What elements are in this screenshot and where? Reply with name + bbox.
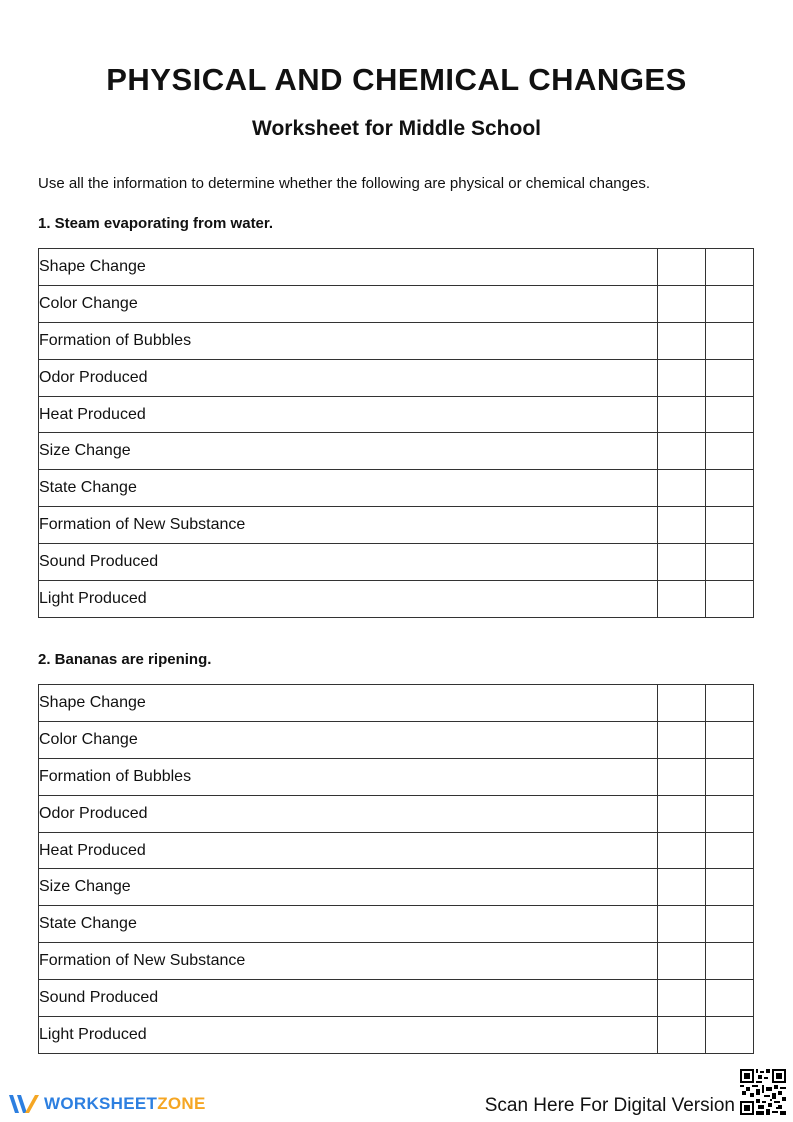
answer-box[interactable] — [706, 758, 754, 795]
row-label: Odor Produced — [39, 795, 658, 832]
row-label: Color Change — [39, 721, 658, 758]
answer-box[interactable] — [706, 249, 754, 286]
answer-box[interactable] — [706, 685, 754, 722]
row-label: Formation of Bubbles — [39, 758, 658, 795]
answer-box[interactable] — [706, 1017, 754, 1054]
answer-box[interactable] — [658, 685, 706, 722]
answer-box[interactable] — [706, 943, 754, 980]
worksheetzone-logo-icon — [8, 1092, 40, 1116]
answer-box[interactable] — [658, 906, 706, 943]
table-row — [39, 285, 754, 322]
answer-box[interactable] — [706, 980, 754, 1017]
answer-box[interactable] — [706, 581, 754, 618]
row-label: Sound Produced — [39, 980, 658, 1017]
table-row — [39, 359, 754, 396]
answer-box[interactable] — [658, 581, 706, 618]
row-label: Size Change — [39, 869, 658, 906]
question-2-prompt: 2. Bananas are ripening. — [38, 651, 212, 668]
answer-box[interactable] — [706, 470, 754, 507]
row-label: Formation of New Substance — [39, 507, 658, 544]
row-label: State Change — [39, 470, 658, 507]
table-row — [39, 869, 754, 906]
row-label: Formation of New Substance — [39, 943, 658, 980]
question-2-table — [38, 684, 754, 1054]
answer-box[interactable] — [706, 832, 754, 869]
answer-box[interactable] — [658, 433, 706, 470]
table-row — [39, 795, 754, 832]
table-row — [39, 832, 754, 869]
table-row — [39, 544, 754, 581]
table-row — [39, 1017, 754, 1054]
row-label: Heat Produced — [39, 396, 658, 433]
table-row — [39, 249, 754, 286]
answer-box[interactable] — [658, 322, 706, 359]
table-row — [39, 507, 754, 544]
table-row — [39, 396, 754, 433]
scan-text: Scan Here For Digital Version — [484, 1095, 735, 1116]
answer-box[interactable] — [658, 943, 706, 980]
table-row — [39, 943, 754, 980]
answer-box[interactable] — [658, 980, 706, 1017]
answer-box[interactable] — [706, 906, 754, 943]
row-label: Shape Change — [39, 249, 658, 286]
answer-box[interactable] — [658, 869, 706, 906]
answer-box[interactable] — [706, 795, 754, 832]
answer-box[interactable] — [706, 721, 754, 758]
table-row — [39, 906, 754, 943]
table-row — [39, 322, 754, 359]
row-label: Odor Produced — [39, 359, 658, 396]
answer-box[interactable] — [658, 359, 706, 396]
answer-box[interactable] — [706, 544, 754, 581]
logo-wordmark — [44, 1094, 206, 1114]
row-label: Light Produced — [39, 581, 658, 618]
answer-box[interactable] — [706, 433, 754, 470]
table-row — [39, 721, 754, 758]
answer-box[interactable] — [658, 795, 706, 832]
answer-box[interactable] — [706, 507, 754, 544]
row-label: Sound Produced — [39, 544, 658, 581]
answer-box[interactable] — [658, 1017, 706, 1054]
answer-box[interactable] — [658, 758, 706, 795]
row-label: Color Change — [39, 285, 658, 322]
qr-code-icon[interactable] — [740, 1069, 786, 1115]
answer-box[interactable] — [706, 869, 754, 906]
instructions-text: Use all the information to determine whether the following are physical or chemical changes. — [38, 175, 650, 192]
question-1-prompt: 1. Steam evaporating from water. — [38, 215, 274, 232]
row-label: Heat Produced — [39, 832, 658, 869]
answer-box[interactable] — [706, 359, 754, 396]
row-label: State Change — [39, 906, 658, 943]
row-label: Shape Change — [39, 685, 658, 722]
table-row — [39, 470, 754, 507]
table-row — [39, 758, 754, 795]
worksheet-title: PHYSICAL AND CHEMICAL CHANGES — [106, 62, 687, 97]
answer-box[interactable] — [658, 249, 706, 286]
answer-box[interactable] — [658, 285, 706, 322]
table-row — [39, 581, 754, 618]
answer-box[interactable] — [706, 322, 754, 359]
row-label: Light Produced — [39, 1017, 658, 1054]
answer-box[interactable] — [658, 396, 706, 433]
answer-box[interactable] — [706, 285, 754, 322]
answer-box[interactable] — [658, 721, 706, 758]
row-label: Formation of Bubbles — [39, 322, 658, 359]
logo-accent-text: ZONE — [157, 1094, 206, 1113]
answer-box[interactable] — [706, 396, 754, 433]
answer-box[interactable] — [658, 507, 706, 544]
question-1-table — [38, 248, 754, 618]
footer-logo[interactable] — [8, 1092, 206, 1116]
table-row — [39, 433, 754, 470]
answer-box[interactable] — [658, 544, 706, 581]
table-row — [39, 980, 754, 1017]
table-row — [39, 685, 754, 722]
answer-box[interactable] — [658, 832, 706, 869]
row-label: Size Change — [39, 433, 658, 470]
worksheet-subtitle: Worksheet for Middle School — [252, 117, 541, 140]
logo-primary-text: WORKSHEET — [44, 1094, 158, 1113]
answer-box[interactable] — [658, 470, 706, 507]
